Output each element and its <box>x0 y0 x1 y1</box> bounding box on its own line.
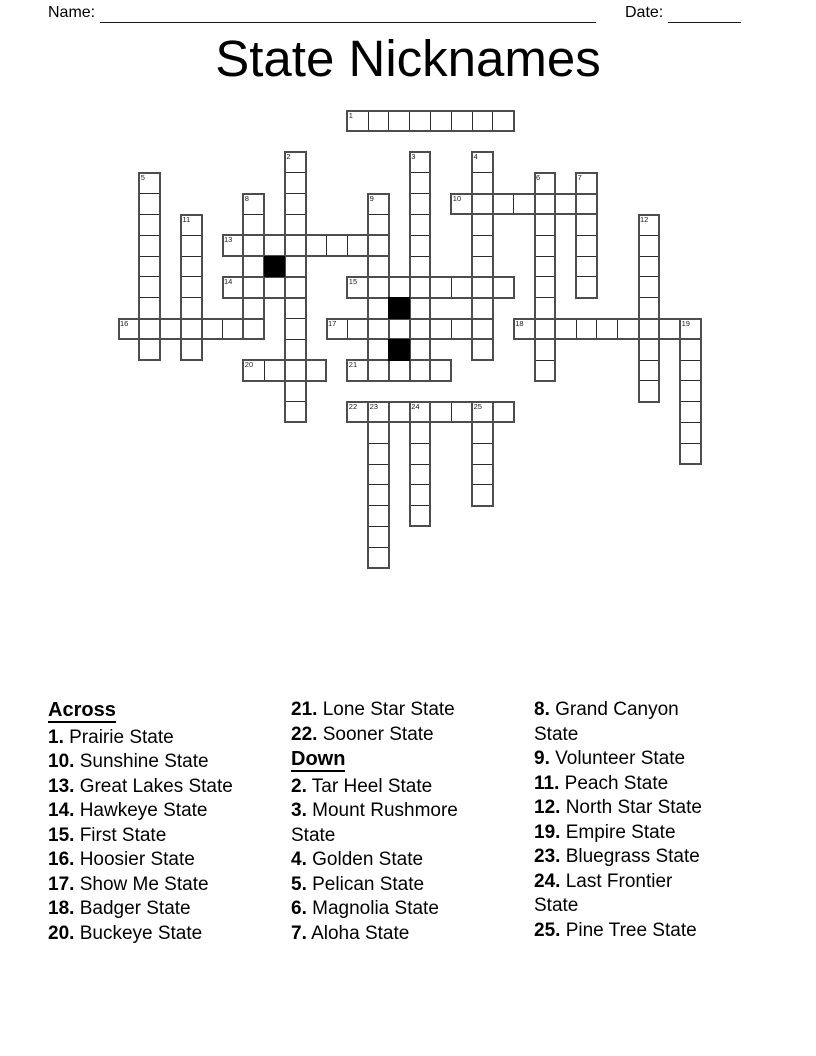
grid-cell[interactable] <box>139 172 161 194</box>
grid-cell[interactable] <box>472 110 494 132</box>
grid-cell[interactable] <box>472 193 494 215</box>
grid-cell[interactable] <box>139 318 161 340</box>
grid-cell[interactable] <box>451 401 473 423</box>
across-header: Across <box>48 699 116 721</box>
grid-cell[interactable] <box>638 318 660 340</box>
grid-cell[interactable] <box>617 318 639 340</box>
grid-cell[interactable] <box>284 401 306 423</box>
grid-cell[interactable] <box>347 360 369 382</box>
grid-cell[interactable] <box>409 256 431 278</box>
grid-cell[interactable] <box>284 172 306 194</box>
grid-cell[interactable] <box>472 152 494 174</box>
grid-cell[interactable] <box>368 297 390 319</box>
black-cell <box>388 297 410 319</box>
grid-cell[interactable] <box>638 276 660 298</box>
grid-cell[interactable] <box>638 214 660 236</box>
grid-cell[interactable] <box>472 422 494 444</box>
clue-13: 13. Great Lakes State <box>48 775 233 797</box>
grid-cell[interactable] <box>513 318 535 340</box>
grid-cell[interactable] <box>534 214 556 236</box>
cell-number: 9 <box>369 193 374 203</box>
grid-cell[interactable] <box>576 214 598 236</box>
cell-number: 20 <box>244 360 254 370</box>
clue-column-1 <box>48 698 273 946</box>
grid-cell[interactable] <box>388 276 410 298</box>
grid-cell[interactable] <box>368 443 390 465</box>
grid-cell[interactable] <box>638 360 660 382</box>
grid-cell[interactable] <box>472 256 494 278</box>
grid-cell[interactable] <box>659 318 681 340</box>
grid-cell[interactable] <box>139 235 161 257</box>
grid-cell[interactable] <box>409 484 431 506</box>
grid-cell[interactable] <box>534 193 556 215</box>
grid-cell[interactable] <box>409 235 431 257</box>
grid-cell[interactable] <box>430 276 452 298</box>
clue-17: 17. Show Me State <box>48 873 209 895</box>
grid-cell[interactable] <box>243 256 265 278</box>
grid-cell[interactable] <box>243 193 265 215</box>
grid-cell[interactable] <box>680 443 702 465</box>
grid-cell[interactable] <box>368 484 390 506</box>
grid-cell[interactable] <box>534 318 556 340</box>
grid-cell[interactable] <box>451 318 473 340</box>
grid-cell[interactable] <box>576 256 598 278</box>
grid-cell[interactable] <box>139 297 161 319</box>
cell-number: 4 <box>473 152 478 162</box>
grid-cell[interactable] <box>492 193 514 215</box>
grid-cell[interactable] <box>409 152 431 174</box>
clue-18: 18. Badger State <box>48 898 191 919</box>
grid-cell[interactable] <box>368 464 390 486</box>
clue-14: 14. Hawkeye State <box>48 800 208 821</box>
grid-cell[interactable] <box>284 318 306 340</box>
grid-cell[interactable] <box>368 401 390 423</box>
grid-cell[interactable] <box>409 297 431 319</box>
cell-number: 14 <box>224 276 233 286</box>
grid-cell[interactable] <box>180 339 202 361</box>
grid-cell[interactable] <box>222 318 244 340</box>
grid-cell[interactable] <box>264 276 286 298</box>
cell-number: 11 <box>182 214 191 224</box>
black-cell <box>264 256 286 278</box>
down-header: Down <box>291 748 346 770</box>
grid-cell[interactable] <box>451 276 473 298</box>
clue-5: 5. Pelican State <box>291 873 425 895</box>
grid-cell[interactable] <box>243 276 265 298</box>
grid-cell[interactable] <box>347 110 369 132</box>
grid-cell[interactable] <box>680 422 702 444</box>
clue-15: 15. First State <box>48 824 167 846</box>
grid-cell[interactable] <box>368 360 390 382</box>
grid-cell[interactable] <box>347 276 369 298</box>
grid-cell[interactable] <box>388 110 410 132</box>
grid-cell[interactable] <box>264 235 286 257</box>
grid-cell[interactable] <box>180 256 202 278</box>
grid-cell[interactable] <box>243 214 265 236</box>
grid-cell[interactable] <box>368 505 390 527</box>
grid-cell[interactable] <box>472 276 494 298</box>
grid-cell[interactable] <box>180 318 202 340</box>
grid-cell[interactable] <box>409 443 431 465</box>
cell-number: 2 <box>286 152 291 162</box>
grid-cell[interactable] <box>451 193 473 215</box>
grid-cell[interactable] <box>368 193 390 215</box>
grid-cell[interactable] <box>534 256 556 278</box>
grid-cell[interactable] <box>472 401 494 423</box>
clue-3: 3. Mount Rushmore State <box>291 800 458 846</box>
grid-cell[interactable] <box>368 318 390 340</box>
grid-cell[interactable] <box>284 339 306 361</box>
grid-cell[interactable] <box>472 339 494 361</box>
cell-number: 23 <box>369 401 378 411</box>
cell-number: 7 <box>577 172 582 182</box>
grid-cell[interactable] <box>596 318 618 340</box>
grid-cell[interactable] <box>160 318 182 340</box>
grid-cell[interactable] <box>368 256 390 278</box>
grid-cell[interactable] <box>243 297 265 319</box>
grid-cell[interactable] <box>368 526 390 548</box>
grid-cell[interactable] <box>409 214 431 236</box>
cell-number: 17 <box>328 318 337 328</box>
grid-cell[interactable] <box>347 401 369 423</box>
cell-number: 24 <box>411 401 420 411</box>
grid-cell[interactable] <box>409 464 431 486</box>
grid-cell[interactable] <box>555 193 577 215</box>
grid-cell[interactable] <box>472 172 494 194</box>
clue-column-3 <box>534 698 714 943</box>
grid-cell[interactable] <box>264 360 286 382</box>
clue-25: 25. Pine Tree State <box>534 919 697 941</box>
cell-number: 18 <box>515 318 524 328</box>
grid-cell[interactable] <box>430 401 452 423</box>
cell-number: 1 <box>348 110 353 120</box>
grid-cell[interactable] <box>180 235 202 257</box>
grid-cell[interactable] <box>243 235 265 257</box>
grid-cell[interactable] <box>139 193 161 215</box>
grid-cell[interactable] <box>347 235 369 257</box>
cell-number: 13 <box>224 235 233 245</box>
grid-cell[interactable] <box>243 318 265 340</box>
grid-cell[interactable] <box>284 214 306 236</box>
grid-cell[interactable] <box>534 360 556 382</box>
grid-cell[interactable] <box>118 318 140 340</box>
grid-cell[interactable] <box>409 360 431 382</box>
clue-4: 4. Golden State <box>291 849 424 870</box>
grid-cell[interactable] <box>409 318 431 340</box>
grid-cell[interactable] <box>409 276 431 298</box>
grid-cell[interactable] <box>284 193 306 215</box>
grid-cell[interactable] <box>513 193 535 215</box>
cell-number: 19 <box>681 318 690 328</box>
grid-cell[interactable] <box>472 464 494 486</box>
grid-cell[interactable] <box>534 235 556 257</box>
black-cell <box>388 339 410 361</box>
cell-number: 25 <box>473 401 482 411</box>
grid-cell[interactable] <box>680 401 702 423</box>
grid-cell[interactable] <box>180 276 202 298</box>
clue-2: 2. Tar Heel State <box>291 775 433 797</box>
grid-cell[interactable] <box>576 318 598 340</box>
grid-cell[interactable] <box>368 547 390 569</box>
grid-cell[interactable] <box>180 297 202 319</box>
grid-cell[interactable] <box>472 214 494 236</box>
clue-22: 22. Sooner State <box>291 723 434 745</box>
grid-cell[interactable] <box>472 297 494 319</box>
grid-cell[interactable] <box>347 318 369 340</box>
grid-cell[interactable] <box>409 110 431 132</box>
grid-cell[interactable] <box>243 360 265 382</box>
grid-cell[interactable] <box>368 276 390 298</box>
grid-cell[interactable] <box>638 297 660 319</box>
grid-cell[interactable] <box>472 318 494 340</box>
grid-cell[interactable] <box>576 276 598 298</box>
cell-number: 10 <box>452 193 462 203</box>
grid-cell[interactable] <box>409 422 431 444</box>
grid-cell[interactable] <box>284 297 306 319</box>
grid-cell[interactable] <box>284 360 306 382</box>
grid-cell[interactable] <box>180 214 202 236</box>
grid-cell[interactable] <box>638 380 660 402</box>
grid-cell[interactable] <box>534 339 556 361</box>
grid-cell[interactable] <box>201 318 223 340</box>
grid-cell[interactable] <box>284 256 306 278</box>
cell-number: 6 <box>536 172 541 182</box>
grid-cell[interactable] <box>534 276 556 298</box>
clue-21: 21. Lone Star State <box>291 699 455 720</box>
page-title: State Nicknames <box>215 30 601 87</box>
grid-cell[interactable] <box>680 339 702 361</box>
grid-cell[interactable] <box>305 360 327 382</box>
grid-cell[interactable] <box>284 235 306 257</box>
clue-10: 10. Sunshine State <box>48 751 209 772</box>
grid-cell[interactable] <box>326 318 348 340</box>
grid-cell[interactable] <box>409 401 431 423</box>
clue-1: 1. Prairie State <box>48 726 174 748</box>
grid-cell[interactable] <box>368 214 390 236</box>
clue-column-2 <box>291 698 496 946</box>
date-label: Date: <box>625 4 664 21</box>
grid-cell[interactable] <box>680 380 702 402</box>
grid-cell[interactable] <box>368 110 390 132</box>
grid-cell[interactable] <box>305 235 327 257</box>
grid-cell[interactable] <box>139 214 161 236</box>
clue-7: 7. Aloha State <box>291 922 410 944</box>
grid-cell[interactable] <box>284 152 306 174</box>
clue-23: 23. Bluegrass State <box>534 846 700 867</box>
cell-number: 21 <box>348 360 358 370</box>
name-label: Name: <box>48 4 96 21</box>
grid-cell[interactable] <box>576 235 598 257</box>
grid-cell[interactable] <box>409 339 431 361</box>
grid-cell[interactable] <box>680 318 702 340</box>
clue-9: 9. Volunteer State <box>534 748 686 769</box>
clue-19: 19. Empire State <box>534 821 676 843</box>
clue-6: 6. Magnolia State <box>291 898 439 919</box>
grid-cell[interactable] <box>388 401 410 423</box>
grid-cell[interactable] <box>139 276 161 298</box>
clue-20: 20. Buckeye State <box>48 922 203 944</box>
grid-cell[interactable] <box>222 235 244 257</box>
grid-cell[interactable] <box>284 380 306 402</box>
grid-cell[interactable] <box>368 422 390 444</box>
grid-cell[interactable] <box>534 172 556 194</box>
grid-cell[interactable] <box>326 235 348 257</box>
grid-cell[interactable] <box>388 318 410 340</box>
grid-cell[interactable] <box>638 256 660 278</box>
cell-number: 16 <box>120 318 129 328</box>
grid-cell[interactable] <box>576 172 598 194</box>
grid-cell[interactable] <box>368 339 390 361</box>
grid-cell[interactable] <box>472 235 494 257</box>
clue-11: 11. Peach State <box>534 772 669 794</box>
grid-cell[interactable] <box>576 193 598 215</box>
grid-cell[interactable] <box>430 360 452 382</box>
clue-12: 12. North Star State <box>534 797 702 818</box>
grid-cell[interactable] <box>409 505 431 527</box>
clue-8: 8. Grand Canyon State <box>534 699 679 745</box>
grid-cell[interactable] <box>472 484 494 506</box>
grid-cell[interactable] <box>492 110 514 132</box>
grid-cell[interactable] <box>139 256 161 278</box>
grid-cell[interactable] <box>409 172 431 194</box>
grid-cell[interactable] <box>492 276 514 298</box>
grid-cell[interactable] <box>555 318 577 340</box>
cell-number: 15 <box>348 276 358 286</box>
grid-cell[interactable] <box>430 110 452 132</box>
grid-cell[interactable] <box>222 276 244 298</box>
grid-cell[interactable] <box>451 110 473 132</box>
cell-number: 8 <box>244 193 249 203</box>
grid-cell[interactable] <box>680 360 702 382</box>
grid-cell[interactable] <box>139 339 161 361</box>
cell-number: 22 <box>348 401 358 411</box>
cell-number: 12 <box>640 214 649 224</box>
grid-cell[interactable] <box>430 318 452 340</box>
grid-cell[interactable] <box>472 443 494 465</box>
grid-cell[interactable] <box>284 276 306 298</box>
grid-cell[interactable] <box>638 339 660 361</box>
grid-cell[interactable] <box>388 360 410 382</box>
cell-number: 3 <box>411 152 416 162</box>
cell-number: 5 <box>140 172 145 182</box>
grid-cell[interactable] <box>409 193 431 215</box>
clue-16: 16. Hoosier State <box>48 849 195 870</box>
grid-cell[interactable] <box>638 235 660 257</box>
clue-24: 24. Last Frontier State <box>534 870 673 916</box>
grid-cell[interactable] <box>368 235 390 257</box>
grid-cell[interactable] <box>534 297 556 319</box>
grid-cell[interactable] <box>492 401 514 423</box>
